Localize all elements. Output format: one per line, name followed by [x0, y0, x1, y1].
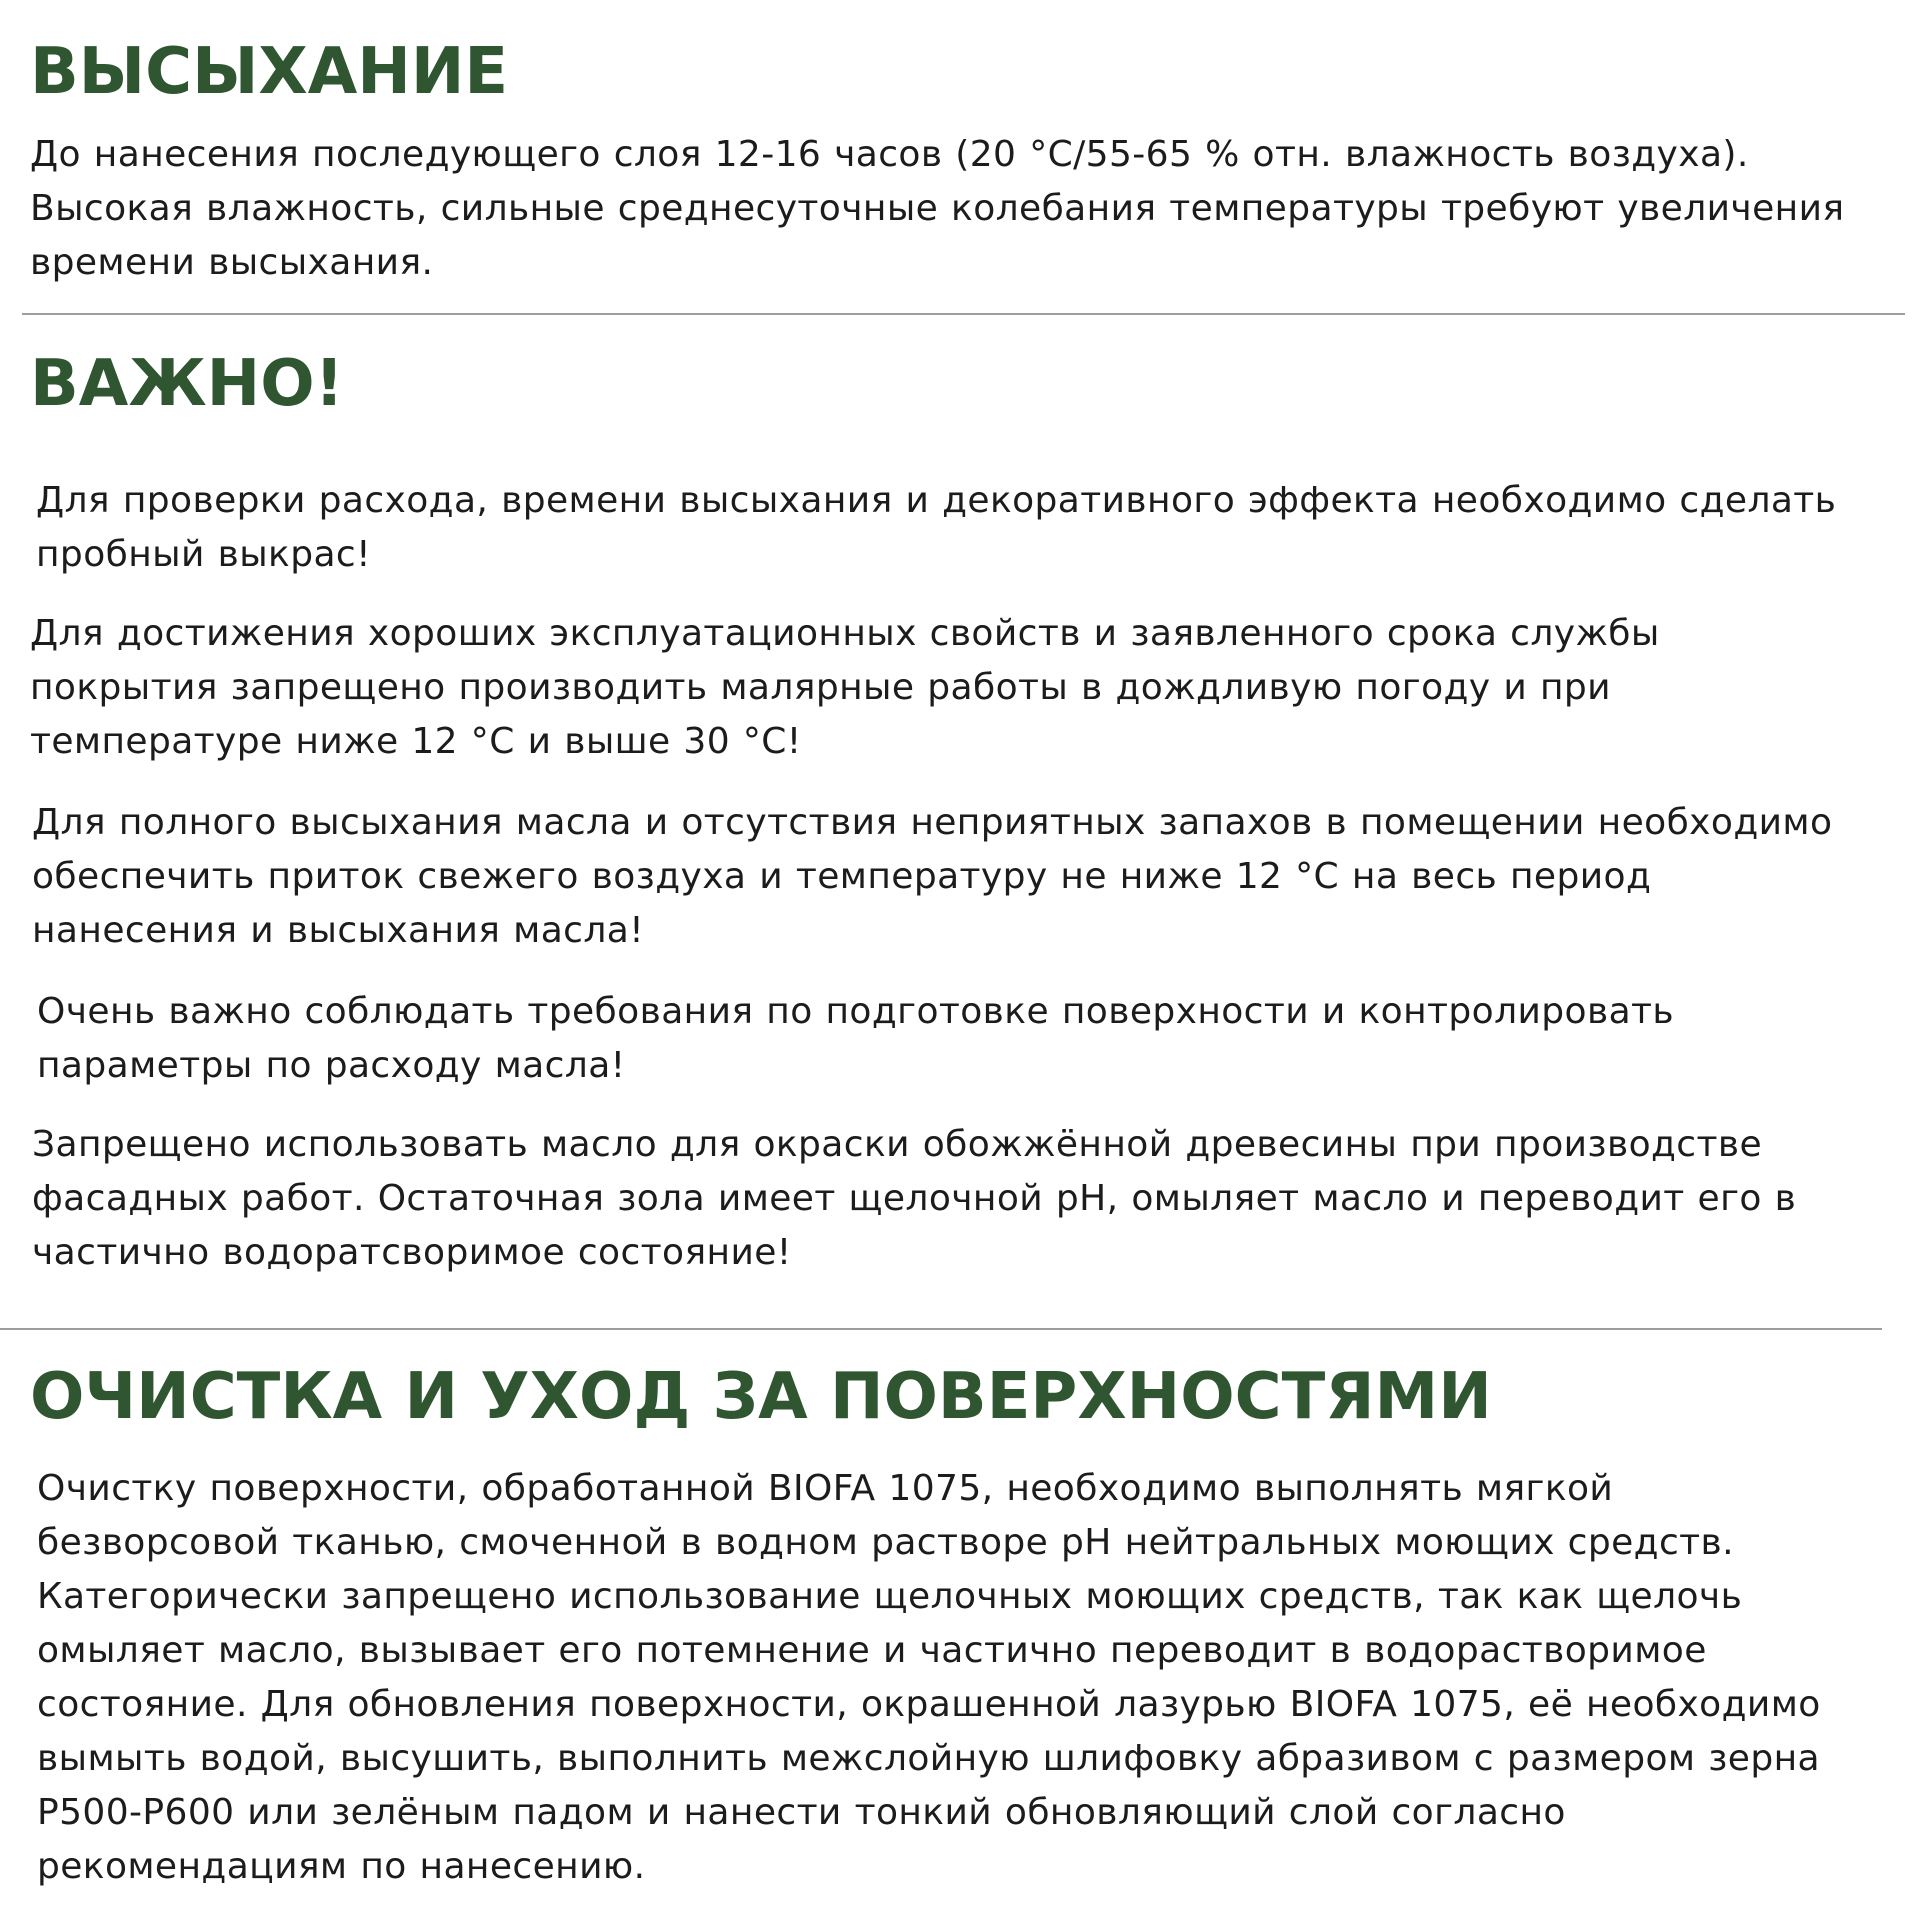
text-line: обеспечить приток свежего воздуха и температуру не ниже 12 °С на весь период — [32, 856, 1652, 897]
text-line: Для достижения хороших эксплуатационных свойств и заявленного срока службы — [30, 613, 1660, 654]
text-line: вымыть водой, высушить, выполнить межслойную шлифовку абразивом с размером зерна — [37, 1738, 1821, 1779]
text-line: пробный выкрас! — [36, 534, 371, 575]
section-divider — [22, 313, 1905, 315]
text-line: фасадных работ. Остаточная зола имеет щелочной pH, омыляет масло и переводит его в — [32, 1178, 1797, 1219]
text-line: времени высыхания. — [30, 242, 434, 283]
text-line: безворсовой тканью, смоченной в водном растворе pH нейтральных моющих средств. — [37, 1522, 1734, 1563]
section-heading-care: ОЧИСТКА И УХОД ЗА ПОВЕРХНОСТЯМИ — [30, 1360, 1492, 1434]
text-line: Очень важно соблюдать требования по подготовке поверхности и контролировать — [37, 991, 1675, 1032]
text-line: температуре ниже 12 °С и выше 30 °С! — [30, 721, 802, 762]
section-divider — [0, 1328, 1882, 1330]
text-line: Для полного высыхания масла и отсутствия неприятных запахов в помещении необходимо — [32, 802, 1833, 843]
text-line: нанесения и высыхания масла! — [32, 910, 645, 951]
text-line: состояние. Для обновления поверхности, окрашенной лазурью BIOFA 1075, её необходимо — [37, 1684, 1821, 1725]
important-paragraph-4 — [37, 985, 1674, 1093]
text-line: P500-P600 или зелёным падом и нанести тонкий обновляющий слой согласно — [37, 1792, 1566, 1833]
text-line: частично водоратсворимое состояние! — [32, 1232, 792, 1273]
care-paragraph — [37, 1462, 1821, 1894]
text-line: рекомендациям по нанесению. — [37, 1846, 646, 1887]
important-paragraph-3 — [32, 796, 1832, 958]
text-line: До нанесения последующего слоя 12-16 часов (20 °С/55-65 % отн. влажность воздуха). — [30, 134, 1749, 175]
drying-paragraph — [30, 128, 1844, 290]
section-heading-important: ВАЖНО! — [30, 347, 344, 421]
text-line: омыляет масло, вызывает его потемнение и частично переводит в водорастворимое — [37, 1630, 1707, 1671]
important-paragraph-2 — [30, 607, 1660, 769]
text-line: покрытия запрещено производить малярные работы в дождливую погоду и при — [30, 667, 1611, 708]
text-line: параметры по расходу масла! — [37, 1045, 626, 1086]
text-line: Для проверки расхода, времени высыхания и декоративного эффекта необходимо сделать — [36, 480, 1837, 521]
text-line: Категорически запрещено использование щелочных моющих средств, так как щелочь — [37, 1576, 1743, 1617]
text-line: Высокая влажность, сильные среднесуточные колебания температуры требуют увеличения — [30, 188, 1845, 229]
text-line: Очистку поверхности, обработанной BIOFA 1075, необходимо выполнять мягкой — [37, 1468, 1614, 1509]
important-paragraph-1 — [36, 474, 1836, 582]
section-heading-drying: ВЫСЫХАНИЕ — [30, 35, 509, 109]
text-line: Запрещено использовать масло для окраски обожжённой древесины при производстве — [32, 1124, 1763, 1165]
important-paragraph-5 — [32, 1118, 1796, 1280]
